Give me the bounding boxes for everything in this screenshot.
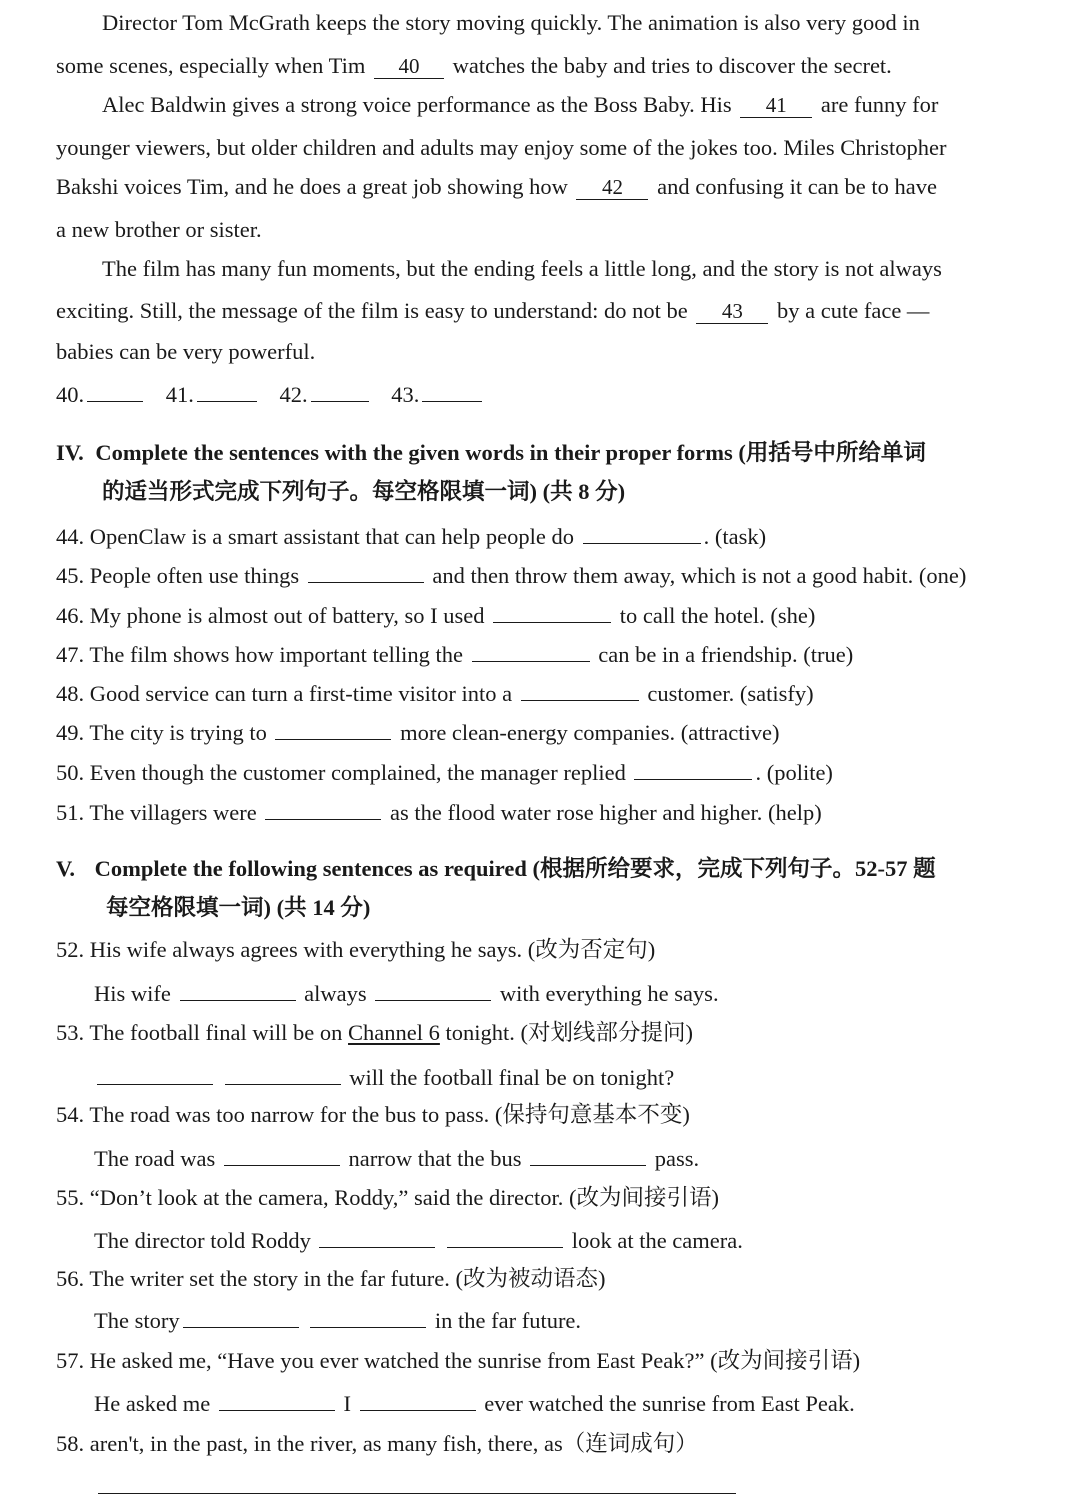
passage-line <box>56 133 946 163</box>
question-text: 56. The writer set the story in the far future. (改为被动语态) <box>56 1266 606 1291</box>
passage-line <box>56 296 929 326</box>
question-text: 50. Even though the customer complained, the manager replied <box>56 760 626 785</box>
answer-text: look at the camera. <box>571 1228 743 1253</box>
answer-line-58[interactable] <box>98 1493 736 1494</box>
question-text: 46. My phone is almost out of battery, so I used <box>56 603 485 628</box>
passage-text: Alec Baldwin gives a strong voice performance as the Boss Baby. His <box>102 92 732 117</box>
answer-blank-55b[interactable] <box>447 1224 563 1248</box>
answer-blank-56b[interactable] <box>310 1304 426 1328</box>
question-57 <box>56 1346 860 1376</box>
question-hint: to call the hotel. (she) <box>619 603 816 628</box>
passage-text: some scenes, especially when Tim <box>56 53 366 78</box>
question-55 <box>56 1183 719 1213</box>
underlined-phrase: Channel 6 <box>348 1020 440 1045</box>
answer-blank-46[interactable] <box>493 599 611 623</box>
question-44 <box>56 520 766 552</box>
answer-blank-52a[interactable] <box>180 977 296 1001</box>
passage-text: watches the baby and tries to discover the secret. <box>452 53 892 78</box>
passage-line <box>56 337 315 367</box>
answer-text: His wife <box>94 981 171 1006</box>
question-47 <box>56 638 853 670</box>
section-title: Complete the following sentences as required (根据所给要求，完成下列句子。52-57 题 <box>94 856 936 881</box>
answer-blank-49[interactable] <box>275 716 391 740</box>
question-text: 52. His wife always agrees with everything he says. (改为否定句) <box>56 937 656 962</box>
question-hint: more clean-energy companies. (attractive) <box>400 720 780 745</box>
answer-line-56 <box>94 1304 581 1336</box>
question-text: 57. He asked me, “Have you ever watched the sunrise from East Peak?” (改为间接引语) <box>56 1348 861 1373</box>
question-text: 44. OpenClaw is a smart assistant that can help people do <box>56 524 575 549</box>
answer-line-53 <box>94 1061 674 1093</box>
answer-row <box>56 378 485 410</box>
question-50 <box>56 756 833 788</box>
passage-text: Director Tom McGrath keeps the story moving quickly. The animation is also very good in <box>102 10 920 35</box>
answer-text: ever watched the sunrise from East Peak. <box>484 1391 855 1416</box>
answer-text: will the football final be on tonight? <box>349 1065 675 1090</box>
answer-blank-53b[interactable] <box>225 1061 341 1085</box>
passage-text: are funny for <box>820 92 939 117</box>
passage-line <box>102 254 942 284</box>
answer-text: The director told Roddy <box>94 1228 311 1253</box>
section-5-heading <box>56 854 936 884</box>
question-46 <box>56 599 815 631</box>
blank-41[interactable]: 41 <box>740 94 812 118</box>
passage-line <box>56 51 892 81</box>
blank-42[interactable]: 42 <box>576 176 648 200</box>
answer-text: I <box>343 1391 351 1416</box>
answer-blank-51[interactable] <box>265 796 381 820</box>
question-text: 53. The football final will be on <box>56 1020 343 1045</box>
answer-blank-57b[interactable] <box>360 1387 476 1411</box>
question-text: 51. The villagers were <box>56 800 257 825</box>
answer-text: with everything he says. <box>499 981 719 1006</box>
passage-line <box>56 215 262 245</box>
answer-line-54 <box>94 1142 699 1174</box>
answer-blank-53a[interactable] <box>97 1061 213 1085</box>
question-54 <box>56 1100 690 1130</box>
question-text: 55. “Don’t look at the camera, Roddy,” said the director. (改为间接引语) <box>56 1185 719 1210</box>
answer-blank-43[interactable] <box>422 378 482 402</box>
question-45 <box>56 559 966 591</box>
question-48 <box>56 677 814 709</box>
passage-text: Bakshi voices Tim, and he does a great job showing how <box>56 174 568 199</box>
answer-text: always <box>304 981 367 1006</box>
answer-label-43: 43. <box>391 382 420 407</box>
answer-blank-44[interactable] <box>583 520 701 544</box>
answer-text: narrow that the bus <box>348 1146 522 1171</box>
answer-blank-50[interactable] <box>634 756 752 780</box>
question-text: 48. Good service can turn a first-time visitor into a <box>56 681 513 706</box>
answer-text: He asked me <box>94 1391 211 1416</box>
passage-text: younger viewers, but older children and adults may enjoy some of the jokes too. Miles Christopher <box>56 135 947 160</box>
answer-line-55 <box>94 1224 743 1256</box>
question-text: 54. The road was too narrow for the bus to pass. (保持句意基本不变) <box>56 1102 690 1127</box>
question-52 <box>56 935 655 965</box>
passage-text: The film has many fun moments, but the ending feels a little long, and the story is not always <box>102 256 942 281</box>
passage-text: babies can be very powerful. <box>56 339 316 364</box>
answer-blank-52b[interactable] <box>375 977 491 1001</box>
answer-line-57 <box>94 1387 855 1419</box>
answer-blank-40[interactable] <box>87 378 143 402</box>
answer-text: pass. <box>654 1146 700 1171</box>
question-49 <box>56 716 779 748</box>
answer-blank-55a[interactable] <box>319 1224 435 1248</box>
passage-line <box>56 172 937 202</box>
section-number: V. <box>56 856 75 881</box>
answer-blank-57a[interactable] <box>219 1387 335 1411</box>
section-title-cont: 的适当形式完成下列句子。每空格限填一词) (共 8 分) <box>102 479 626 504</box>
question-text: 47. The film shows how important telling the <box>56 642 464 667</box>
answer-text: The road was <box>94 1146 216 1171</box>
answer-blank-54b[interactable] <box>530 1142 646 1166</box>
answer-line-52 <box>94 977 719 1009</box>
section-title-cont: 每空格限填一词) (共 14 分) <box>106 895 371 920</box>
passage-line <box>102 8 920 38</box>
answer-text: The story <box>94 1308 180 1333</box>
blank-43[interactable]: 43 <box>696 300 768 324</box>
answer-text: in the far future. <box>434 1308 582 1333</box>
answer-blank-45[interactable] <box>308 559 424 583</box>
passage-text: exciting. Still, the message of the film is easy to understand: do not be <box>56 298 688 323</box>
question-text: 49. The city is trying to <box>56 720 267 745</box>
question-text: 45. People often use things <box>56 563 300 588</box>
answer-blank-47[interactable] <box>472 638 590 662</box>
answer-blank-42[interactable] <box>311 378 369 402</box>
answer-blank-48[interactable] <box>521 677 639 701</box>
section-4-heading-cont <box>102 477 625 507</box>
passage-text: by a cute face — <box>777 298 930 323</box>
blank-40[interactable]: 40 <box>374 55 444 79</box>
question-text: 58. aren't, in the past, in the river, as many fish, there, as（连词成句） <box>56 1431 698 1456</box>
section-5-heading-cont <box>106 893 370 923</box>
question-53 <box>56 1018 693 1048</box>
question-51 <box>56 796 822 828</box>
question-58 <box>56 1429 698 1459</box>
question-hint: customer. (satisfy) <box>647 681 814 706</box>
answer-blank-54a[interactable] <box>224 1142 340 1166</box>
answer-blank-56a[interactable] <box>183 1304 299 1328</box>
question-56 <box>56 1264 605 1294</box>
answer-blank-41[interactable] <box>197 378 257 402</box>
question-hint: and then throw them away, which is not a good habit. (one) <box>432 563 967 588</box>
answer-label-42: 42. <box>279 382 308 407</box>
section-title: Complete the sentences with the given words in their proper forms (用括号中所给单词 <box>95 440 926 465</box>
section-4-heading <box>56 438 926 468</box>
question-hint: tonight. (对划线部分提问) <box>445 1020 694 1045</box>
question-hint: . (task) <box>703 524 767 549</box>
question-hint: . (polite) <box>755 760 833 785</box>
passage-text: a new brother or sister. <box>56 217 262 242</box>
question-hint: as the flood water rose higher and higher. (help) <box>390 800 822 825</box>
question-hint: can be in a friendship. (true) <box>598 642 854 667</box>
answer-label-41: 41. <box>165 382 194 407</box>
answer-label-40: 40. <box>56 382 85 407</box>
section-number: IV. <box>56 440 84 465</box>
passage-text: and confusing it can be to have <box>657 174 938 199</box>
passage-line <box>102 90 938 120</box>
